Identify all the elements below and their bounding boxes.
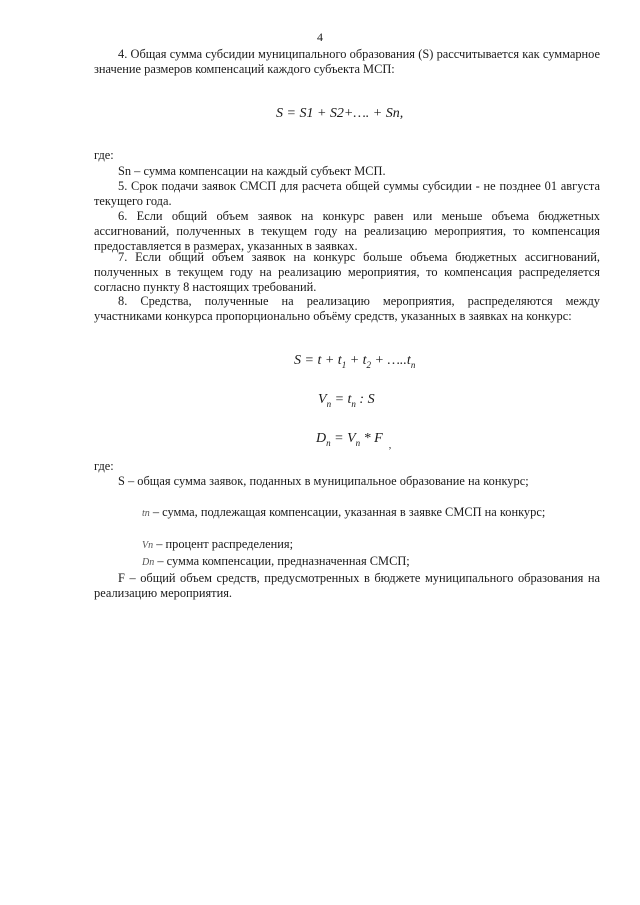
definition-dn (94, 554, 600, 570)
definition-text: – сумма, подлежащая компенсации, указанная в заявке СМСП на конкурс; (149, 505, 546, 519)
formula-subscript: 2 (366, 359, 372, 370)
definition-tn (94, 505, 600, 521)
formula-part: = t (331, 392, 352, 407)
formula-part: + …..t (371, 353, 411, 368)
definition-s: S – общая сумма заявок, поданных в муниципальное образование на конкурс; (118, 474, 529, 488)
label-where-2: где: (94, 459, 114, 473)
formula-subscript: n (326, 437, 331, 448)
definition-text: – процент распределения; (153, 537, 294, 551)
paragraph-item-7: 7. Если общий объем заявок на конкурс больше объема бюджетных ассигнований, полученных в текущем году на реализацию мероприятия, то компенсация распределяется согласно пункту 8 настоящих требований. (94, 250, 600, 295)
definition-sn: Sn – сумма компенсации на каждый субъект МСП. (118, 164, 386, 178)
page-number: 4 (317, 30, 323, 44)
formula-subscript: n (326, 398, 332, 409)
formula-distribution-percent (318, 392, 375, 409)
paragraph-item-5: 5. Срок подачи заявок СМСП для расчета общей суммы субсидии - не позднее 01 августа текущего года. (94, 179, 600, 209)
formula-total-subsidy: S = S1 + S2+…. + Sn, (276, 106, 404, 121)
formula-part: S = t + t (294, 353, 342, 368)
symbol-dn: Dn (142, 557, 155, 568)
label-where-1: где: (94, 148, 114, 162)
formula-sum-of-bids (294, 353, 415, 370)
formula-part: = V (330, 431, 356, 446)
formula-part: V (318, 392, 327, 407)
formula-part: : S (355, 392, 375, 407)
formula-subscript: 1 (341, 359, 347, 370)
formula-part: , (388, 440, 392, 451)
formula-part: D (316, 431, 327, 446)
formula-subscript: n (410, 359, 416, 370)
paragraph-item-6: 6. Если общий объем заявок на конкурс равен или меньше объема бюджетных ассигнований, полученных в текущем году на реализацию мероприятия, то компенсация предоставляется в размерах, указанных в заявках. (94, 209, 600, 254)
formula-subscript: n (355, 437, 361, 448)
paragraph-item-8: 8. Средства, полученные на реализацию мероприятия, распределяются между участниками конкурса пропорционально объёму средств, указанных в заявках на конкурс: (94, 294, 600, 324)
formula-part: + t (346, 353, 367, 368)
symbol-tn: tn (142, 508, 150, 519)
formula-part: * F (360, 431, 383, 446)
definition-text: – сумма компенсации, предназначенная СМСП; (154, 554, 410, 568)
definition-vn (94, 537, 600, 553)
symbol-vn: Vn (142, 540, 154, 551)
paragraph-item-4: 4. Общая сумма субсидии муниципального образования (S) рассчитывается как суммарное значение размеров компенсаций каждого субъекта МСП: (94, 47, 600, 77)
definition-f: F – общий объем средств, предусмотренных в бюджете муниципального образования на реализацию мероприятия. (94, 571, 600, 601)
formula-subscript: n (351, 398, 356, 409)
formula-compensation (316, 431, 391, 451)
